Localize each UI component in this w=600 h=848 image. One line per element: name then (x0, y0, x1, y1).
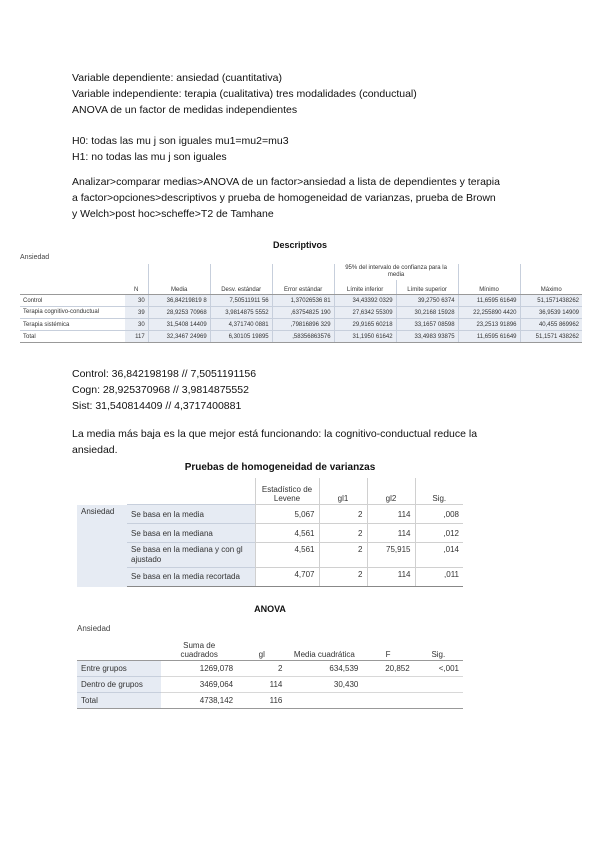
cell: <,001 (414, 661, 463, 677)
cell: 34,43392 0329 (334, 295, 396, 307)
table-row (77, 693, 463, 709)
conclusion-line: La media más baja es la que mejor está funcionando: la cognitivo-conductual reduce la (72, 428, 478, 440)
row-label: Terapia cognitivo-conductual (20, 307, 125, 319)
anova-header-cell: Sig. (414, 638, 463, 661)
cell: 4738,142 (161, 693, 237, 709)
procedure-line: a factor>opciones>descriptivos y prueba de homogeneidad de varianzas, prueba de Brown (72, 192, 496, 204)
desc-header-cell: Mínimo (458, 280, 520, 295)
cell: 33,1657 08598 (396, 319, 458, 331)
hypotheses-paragraph (72, 133, 289, 165)
cell: 11,6595 61649 (458, 295, 520, 307)
cell: 114 (237, 677, 286, 693)
cell: 2 (319, 568, 367, 587)
row-label: Se basa en la mediana (127, 524, 255, 543)
cell: ,58356863576 (272, 331, 334, 343)
anova-variable-label: Ansiedad (77, 624, 111, 633)
cell: 6,30105 19895 (210, 331, 272, 343)
cell: 3,9814875 5552 (210, 307, 272, 319)
cell: 20,852 (362, 661, 413, 677)
cell: 114 (367, 505, 415, 524)
cell (286, 693, 362, 709)
summary-paragraph (72, 366, 256, 414)
conclusion-paragraph (72, 426, 477, 458)
cell: 36,9539 14909 (520, 307, 582, 319)
anova-header-cell: Suma de cuadrados (161, 638, 237, 661)
cell: 51,1571438262 (520, 295, 582, 307)
procedure-line: y Welch>post hoc>scheffe>T2 de Tamhane (72, 208, 274, 220)
desc-header-cell: Límite inferior (334, 280, 396, 295)
cell: 4,371740 0881 (210, 319, 272, 331)
cell: 36,84219819 8 (148, 295, 210, 307)
table-row (20, 307, 582, 319)
cell: 30,430 (286, 677, 362, 693)
row-label: Se basa en la media (127, 505, 255, 524)
homog-header-cell: Estadístico de Levene (255, 478, 319, 505)
table-row (20, 295, 582, 307)
descriptivos-table (20, 264, 582, 343)
cell (362, 677, 413, 693)
desc-header-cell: Error estándar (272, 280, 334, 295)
h0-line: H0: todas las mu j son iguales mu1=mu2=mu3 (72, 135, 289, 147)
row-label: Total (77, 693, 161, 709)
desc-header-cell: Límite superior (396, 280, 458, 295)
table-row (77, 505, 463, 524)
cell: 117 (125, 331, 149, 343)
intro-line: Variable independiente: terapia (cualitativa) tres modalidades (conductual) (72, 88, 417, 100)
anova-header-cell: gl (237, 638, 286, 661)
table-row (77, 677, 463, 693)
table-row (20, 331, 582, 343)
row-label: Terapia sistémica (20, 319, 125, 331)
cell: 4,561 (255, 543, 319, 568)
homogeneidad-title: Pruebas de homogeneidad de varianzas (184, 462, 376, 473)
cell: 29,9165 60218 (334, 319, 396, 331)
cell: 3469,064 (161, 677, 237, 693)
procedure-paragraph (72, 174, 500, 222)
cell (414, 693, 463, 709)
cell: 2 (237, 661, 286, 677)
cell: 40,455 869962 (520, 319, 582, 331)
descriptivos-title: Descriptivos (272, 240, 328, 250)
summary-line: Sist: 31,540814409 // 4,3717400881 (72, 400, 242, 412)
intro-line: ANOVA de un factor de medidas independientes (72, 104, 298, 116)
cell: 634,539 (286, 661, 362, 677)
cell: 4,707 (255, 568, 319, 587)
homogeneidad-table (77, 478, 463, 587)
cell: 30,2168 15928 (396, 307, 458, 319)
cell: 32,3467 24969 (148, 331, 210, 343)
anova-header-cell (77, 638, 161, 661)
cell: ,008 (415, 505, 463, 524)
summary-line: Cogn: 28,925370968 // 3,9814875552 (72, 384, 249, 396)
conclusion-line: ansiedad. (72, 444, 118, 456)
table-row (77, 568, 463, 587)
row-label: Total (20, 331, 125, 343)
cell: 39 (125, 307, 149, 319)
cell: 1269,078 (161, 661, 237, 677)
anova-header-cell: Media cuadrática (286, 638, 362, 661)
cell: 2 (319, 505, 367, 524)
anova-header-cell: F (362, 638, 413, 661)
anova-title: ANOVA (254, 604, 286, 614)
row-label: Se basa en la mediana y con gl ajustado (127, 543, 255, 568)
section-label: Ansiedad (77, 505, 127, 587)
row-label: Se basa en la media recortada (127, 568, 255, 587)
cell: ,014 (415, 543, 463, 568)
cell: 75,915 (367, 543, 415, 568)
cell: 51,1571 438262 (520, 331, 582, 343)
desc-header-cell: Máximo (520, 280, 582, 295)
cell (362, 693, 413, 709)
desc-header-cell: Desv. estándar (210, 280, 272, 295)
cell: 28,9253 70968 (148, 307, 210, 319)
homog-header-cell: gl1 (319, 478, 367, 505)
cell: 30 (125, 295, 149, 307)
cell: 5,067 (255, 505, 319, 524)
cell: 2 (319, 524, 367, 543)
cell: 27,6342 55309 (334, 307, 396, 319)
cell: ,012 (415, 524, 463, 543)
anova-table (77, 638, 463, 709)
row-label: Control (20, 295, 125, 307)
table-row (77, 661, 463, 677)
cell: 31,1950 61642 (334, 331, 396, 343)
cell: ,63754825 190 (272, 307, 334, 319)
descriptivos-variable-label: Ansiedad (20, 254, 50, 261)
cell: ,011 (415, 568, 463, 587)
cell: 22,255890 4420 (458, 307, 520, 319)
intro-paragraph (72, 70, 417, 118)
cell: 114 (367, 568, 415, 587)
desc-header-cell: Media (148, 280, 210, 295)
row-label: Entre grupos (77, 661, 161, 677)
ci-header: 95% del intervalo de confianza para la media (334, 264, 458, 280)
cell: 11,6595 61649 (458, 331, 520, 343)
summary-line: Control: 36,842198198 // 7,5051191156 (72, 368, 257, 380)
table-row (77, 543, 463, 568)
cell: 114 (367, 524, 415, 543)
cell: 30 (125, 319, 149, 331)
cell: 31,5408 14409 (148, 319, 210, 331)
cell: 4,561 (255, 524, 319, 543)
cell: 39,2750 6374 (396, 295, 458, 307)
desc-header-cell: N (125, 280, 149, 295)
intro-line: Variable dependiente: ansiedad (cuantitativa) (72, 72, 282, 84)
homog-header-cell: gl2 (367, 478, 415, 505)
h1-line: H1: no todas las mu j son iguales (72, 151, 227, 163)
cell: 7,50511911 56 (210, 295, 272, 307)
homog-header-cell: Sig. (415, 478, 463, 505)
cell: ,79816896 329 (272, 319, 334, 331)
desc-header-cell (20, 280, 125, 295)
cell: 2 (319, 543, 367, 568)
procedure-line: Analizar>comparar medias>ANOVA de un factor>ansiedad a lista de dependientes y terapia (72, 176, 500, 188)
table-row (20, 319, 582, 331)
cell: 33,4983 93875 (396, 331, 458, 343)
cell (414, 677, 463, 693)
table-row (77, 524, 463, 543)
cell: 23,2513 91896 (458, 319, 520, 331)
row-label: Dentro de grupos (77, 677, 161, 693)
cell: 1,37026536 81 (272, 295, 334, 307)
cell: 116 (237, 693, 286, 709)
